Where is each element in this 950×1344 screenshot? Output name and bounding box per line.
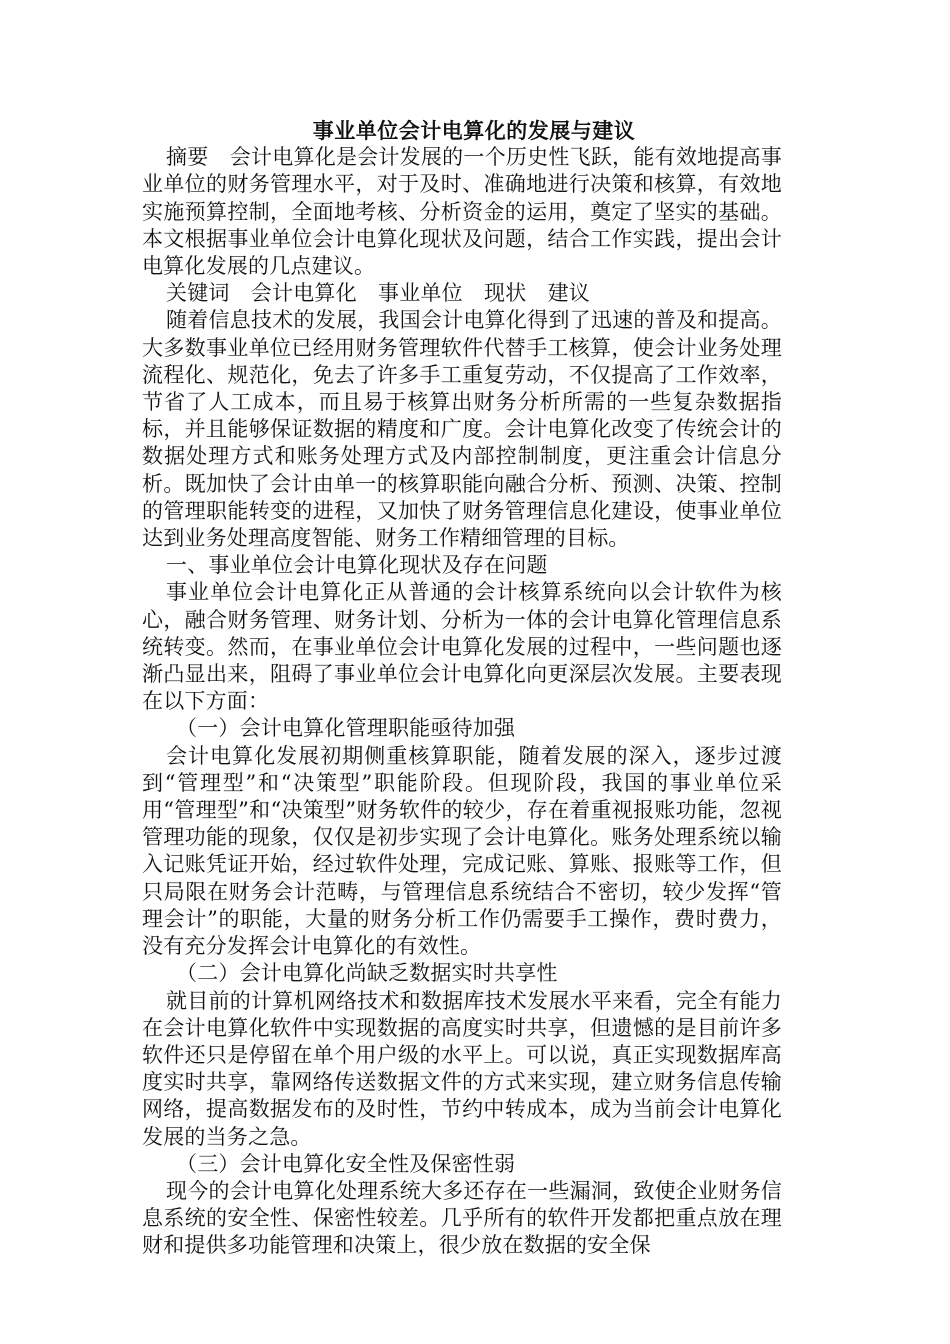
section-1-heading: 一、事业单位会计电算化现状及存在问题 (166, 553, 548, 578)
document-page (142, 117, 782, 1260)
subsection-3-heading: （三）会计电算化安全性及保密性弱 (176, 1151, 516, 1176)
abstract-paragraph: 摘要 会计电算化是会计发展的一个历史性飞跃，能有效地提高事业单位的财务管理水平，对于及时、准确地进行决策和核算，有效地实施预算控制，全面地考核、分析资金的运用，奠定了坚实的基础。本文根据事业单位会计电算化现状及问题，结合工作实践，提出会计电算化发展的几点建议。 (142, 145, 782, 279)
intro-paragraph: 随着信息技术的发展，我国会计电算化得到了迅速的普及和提高。大多数事业单位已经用财务管理软件代替手工核算，使会计业务处理流程化、规范化，免去了许多手工重复劳动，不仅提高了工作效率，节省了人工成本，而且易于核算出财务分析所需的一些复杂数据指标，并且能够保证数据的精度和广度。会计电算化改变了传统会计的数据处理方式和账务处理方式及内部控制制度，更注重会计信息分析。既加快了会计由单一的核算职能向融合分析、预测、决策、控制的管理职能转变的进程，又加快了财务管理信息化建设，使事业单位达到业务处理高度智能、财务工作精细管理的目标。 (142, 308, 782, 551)
subsection-3-paragraph: 现今的会计电算化处理系统大多还存在一些漏洞，致使企业财务信息系统的安全性、保密性较差。几乎所有的软件开发都把重点放在理财和提供多功能管理和决策上，很少放在数据的安全保 (142, 1178, 782, 1258)
subsection-1-heading: （一）会计电算化管理职能亟待加强 (176, 716, 516, 741)
section-1-paragraph: 事业单位会计电算化正从普通的会计核算系统向以会计软件为核心，融合财务管理、财务计划、分析为一体的会计电算化管理信息系统转变。然而，在事业单位会计电算化发展的过程中，一些问题也逐渐凸显出来，阻碍了事业单位会计电算化向更深层次发展。主要表现在以下方面： (142, 580, 782, 714)
subsection-2-paragraph: 就目前的计算机网络技术和数据库技术发展水平来看，完全有能力在会计电算化软件中实现数据的高度实时共享，但遗憾的是目前许多软件还只是停留在单个用户级的水平上。可以说，真正实现数据库高度实时共享，靠网络传送数据文件的方式来实现，建立财务信息传输网络，提高数据发布的及时性，节约中转成本，成为当前会计电算化发展的当务之急。 (142, 988, 782, 1149)
subsection-1-paragraph: 会计电算化发展初期侧重核算职能，随着发展的深入，逐步过渡到“管理型”和“决策型”职能阶段。但现阶段，我国的事业单位采用“管理型”和“决策型”财务软件的较少，存在着重视报账功能，忽视管理功能的现象，仅仅是初步实现了会计电算化。账务处理系统以输入记账凭证开始，经过软件处理，完成记账、算账、报账等工作，但只局限在财务会计范畴，与管理信息系统结合不密切，较少发挥“管理会计”的职能，大量的财务分析工作仍需要手工操作，费时费力，没有充分发挥会计电算化的有效性。 (142, 743, 782, 959)
document-title: 事业单位会计电算化的发展与建议 (312, 118, 636, 143)
subsection-2-heading: （二）会计电算化尚缺乏数据实时共享性 (176, 961, 558, 986)
keywords-line: 关键词 会计电算化 事业单位 现状 建议 (166, 281, 590, 306)
